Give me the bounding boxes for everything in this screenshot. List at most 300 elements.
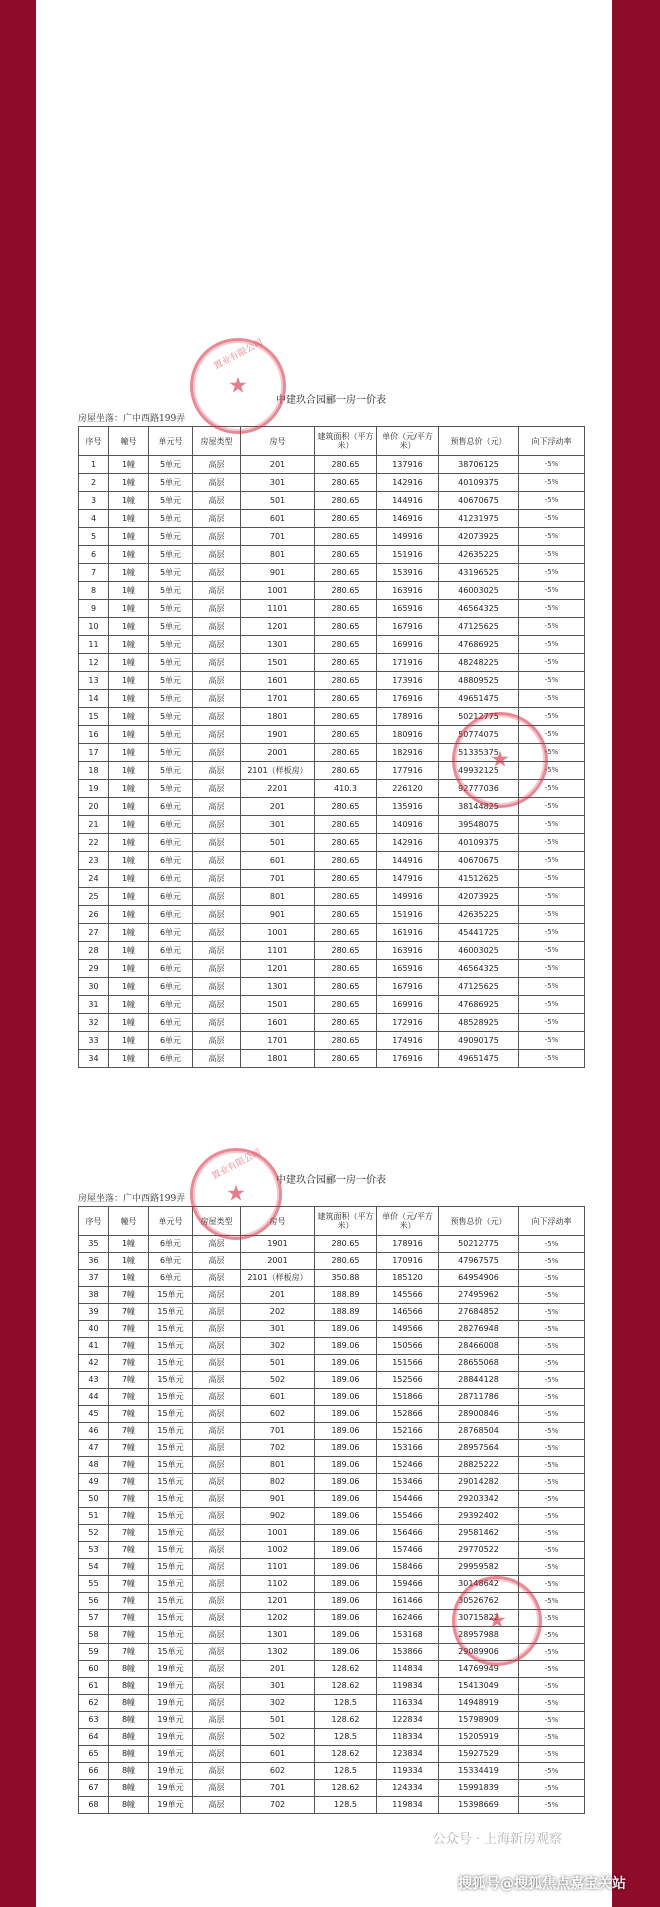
cell-type: 高层 (193, 1355, 241, 1372)
cell-total-price: 47686925 (439, 636, 519, 654)
cell-building: 1幢 (109, 510, 149, 528)
cell-building: 7幢 (109, 1287, 149, 1304)
cell-building: 1幢 (109, 672, 149, 690)
cell-discount-rate: -5% (519, 1372, 585, 1389)
cell-room: 1301 (241, 636, 315, 654)
cell-index: 46 (79, 1423, 109, 1440)
cell-type: 高层 (193, 690, 241, 708)
cell-type: 高层 (193, 1389, 241, 1406)
sheet-title: 中建玖合园郦一房一价表 (276, 395, 386, 406)
cell-unit-price: 173916 (377, 672, 439, 690)
cell-room: 1701 (241, 1032, 315, 1050)
cell-total-price: 27495962 (439, 1287, 519, 1304)
cell-discount-rate: -5% (519, 852, 585, 870)
cell-unit-price: 144916 (377, 852, 439, 870)
cell-discount-rate: -5% (519, 1236, 585, 1253)
cell-room: 1701 (241, 690, 315, 708)
cell-total-price: 40109375 (439, 834, 519, 852)
cell-building: 7幢 (109, 1406, 149, 1423)
cell-unit: 6单元 (149, 888, 193, 906)
cell-area: 280.65 (315, 978, 377, 996)
cell-total-price: 28957564 (439, 1440, 519, 1457)
cell-index: 13 (79, 672, 109, 690)
cell-building: 1幢 (109, 546, 149, 564)
cell-type: 高层 (193, 1474, 241, 1491)
cell-type: 高层 (193, 1780, 241, 1797)
cell-discount-rate: -5% (519, 690, 585, 708)
cell-discount-rate: -5% (519, 996, 585, 1014)
cell-index: 6 (79, 546, 109, 564)
column-header: 单价（元/平方米） (377, 427, 439, 456)
cell-index: 36 (79, 1253, 109, 1270)
cell-index: 54 (79, 1559, 109, 1576)
cell-building: 7幢 (109, 1440, 149, 1457)
cell-unit-price: 144916 (377, 492, 439, 510)
company-seal: 置业有限公司 ★ (190, 338, 286, 434)
cell-discount-rate: -5% (519, 1032, 585, 1050)
cell-area: 280.65 (315, 798, 377, 816)
table-row (79, 1423, 585, 1440)
cell-room: 1301 (241, 978, 315, 996)
cell-room: 2101（样板房） (241, 1270, 315, 1287)
cell-type: 高层 (193, 1423, 241, 1440)
cell-building: 7幢 (109, 1525, 149, 1542)
cell-total-price: 15798909 (439, 1712, 519, 1729)
cell-discount-rate: -5% (519, 780, 585, 798)
cell-index: 41 (79, 1338, 109, 1355)
cell-unit: 5单元 (149, 600, 193, 618)
cell-unit-price: 151866 (377, 1389, 439, 1406)
table-row (79, 942, 585, 960)
cell-type: 高层 (193, 780, 241, 798)
cell-unit-price: 158466 (377, 1559, 439, 1576)
cell-type: 高层 (193, 618, 241, 636)
table-row (79, 1355, 585, 1372)
cell-index: 51 (79, 1508, 109, 1525)
cell-unit: 19单元 (149, 1712, 193, 1729)
cell-index: 26 (79, 906, 109, 924)
cell-area: 280.65 (315, 618, 377, 636)
cell-room: 502 (241, 1372, 315, 1389)
cell-discount-rate: -5% (519, 1389, 585, 1406)
cell-unit-price: 178916 (377, 708, 439, 726)
cell-index: 17 (79, 744, 109, 762)
cell-room: 601 (241, 510, 315, 528)
cell-index: 53 (79, 1542, 109, 1559)
cell-total-price: 29203342 (439, 1491, 519, 1508)
blank-area (72, 0, 648, 360)
cell-unit-price: 167916 (377, 978, 439, 996)
cell-unit: 15单元 (149, 1610, 193, 1627)
cell-area: 189.06 (315, 1627, 377, 1644)
cell-total-price: 29089906 (439, 1644, 519, 1661)
cell-unit: 5单元 (149, 456, 193, 474)
table-row (79, 1712, 585, 1729)
cell-building: 1幢 (109, 690, 149, 708)
cell-area: 280.65 (315, 924, 377, 942)
cell-unit-price: 123834 (377, 1746, 439, 1763)
table-row (79, 672, 585, 690)
cell-total-price: 42073925 (439, 888, 519, 906)
cell-discount-rate: -5% (519, 672, 585, 690)
cell-index: 57 (79, 1610, 109, 1627)
cell-unit-price: 146566 (377, 1304, 439, 1321)
cell-unit-price: 174916 (377, 1032, 439, 1050)
cell-total-price: 47967575 (439, 1253, 519, 1270)
table-row (79, 996, 585, 1014)
cell-room: 1901 (241, 726, 315, 744)
cell-building: 8幢 (109, 1729, 149, 1746)
cell-type: 高层 (193, 1457, 241, 1474)
cell-index: 16 (79, 726, 109, 744)
cell-index: 2 (79, 474, 109, 492)
column-header: 房屋类型 (193, 1207, 241, 1236)
cell-room: 602 (241, 1406, 315, 1423)
cell-total-price: 50212775 (439, 1236, 519, 1253)
cell-unit: 15单元 (149, 1542, 193, 1559)
cell-unit-price: 176916 (377, 690, 439, 708)
cell-unit: 5单元 (149, 654, 193, 672)
cell-discount-rate: -5% (519, 528, 585, 546)
cell-discount-rate: -5% (519, 924, 585, 942)
sheet-address: 房屋坐落：广中西路199弄 (78, 414, 186, 424)
table-row (79, 1576, 585, 1593)
cell-unit: 5单元 (149, 672, 193, 690)
cell-room: 1501 (241, 654, 315, 672)
cell-unit-price: 156466 (377, 1525, 439, 1542)
cell-index: 34 (79, 1050, 109, 1068)
column-header: 房号 (241, 427, 315, 456)
cell-building: 8幢 (109, 1678, 149, 1695)
cell-unit: 19单元 (149, 1695, 193, 1712)
cell-total-price: 43196525 (439, 564, 519, 582)
table-row (79, 834, 585, 852)
cell-building: 7幢 (109, 1644, 149, 1661)
cell-type: 高层 (193, 1440, 241, 1457)
cell-area: 189.06 (315, 1389, 377, 1406)
column-header: 建筑面积（平方米） (315, 1207, 377, 1236)
cell-index: 29 (79, 960, 109, 978)
cell-unit-price: 135916 (377, 798, 439, 816)
cell-index: 9 (79, 600, 109, 618)
cell-unit-price: 153168 (377, 1627, 439, 1644)
watermark-text: 公众号 · 上海新房观察 (432, 1832, 562, 1847)
column-header: 房屋类型 (193, 427, 241, 456)
cell-type: 高层 (193, 798, 241, 816)
cell-area: 189.06 (315, 1610, 377, 1627)
cell-total-price: 46564325 (439, 600, 519, 618)
cell-unit-price: 151916 (377, 906, 439, 924)
cell-area: 280.65 (315, 1253, 377, 1270)
cell-building: 1幢 (109, 798, 149, 816)
cell-unit-price: 140916 (377, 816, 439, 834)
table-row (79, 492, 585, 510)
cell-unit: 15单元 (149, 1355, 193, 1372)
table-row (79, 1474, 585, 1491)
cell-index: 58 (79, 1627, 109, 1644)
cell-unit: 6单元 (149, 1270, 193, 1287)
cell-area: 189.06 (315, 1593, 377, 1610)
cell-discount-rate: -5% (519, 564, 585, 582)
cell-index: 31 (79, 996, 109, 1014)
cell-type: 高层 (193, 978, 241, 996)
table-row (79, 1253, 585, 1270)
cell-unit: 15单元 (149, 1440, 193, 1457)
cell-building: 7幢 (109, 1372, 149, 1389)
cell-total-price: 48528925 (439, 1014, 519, 1032)
cell-discount-rate: -5% (519, 906, 585, 924)
cell-type: 高层 (193, 1542, 241, 1559)
cell-total-price: 40670675 (439, 492, 519, 510)
cell-unit: 5单元 (149, 510, 193, 528)
column-header: 向下浮动率 (519, 1207, 585, 1236)
cell-area: 280.65 (315, 942, 377, 960)
cell-discount-rate: -5% (519, 1014, 585, 1032)
cell-index: 60 (79, 1661, 109, 1678)
table-row (79, 546, 585, 564)
cell-unit-price: 167916 (377, 618, 439, 636)
cell-index: 33 (79, 1032, 109, 1050)
cell-discount-rate: -5% (519, 762, 585, 780)
cell-building: 8幢 (109, 1712, 149, 1729)
cell-room: 1302 (241, 1644, 315, 1661)
cell-discount-rate: -5% (519, 1508, 585, 1525)
cell-total-price: 45441725 (439, 924, 519, 942)
cell-unit: 6单元 (149, 870, 193, 888)
cell-type: 高层 (193, 582, 241, 600)
cell-area: 280.65 (315, 546, 377, 564)
cell-type: 高层 (193, 1712, 241, 1729)
cell-unit: 6单元 (149, 816, 193, 834)
cell-type: 高层 (193, 1661, 241, 1678)
cell-discount-rate: -5% (519, 636, 585, 654)
cell-index: 35 (79, 1236, 109, 1253)
cell-index: 61 (79, 1678, 109, 1695)
column-header: 向下浮动率 (519, 427, 585, 456)
cell-discount-rate: -5% (519, 1678, 585, 1695)
cell-unit: 15单元 (149, 1389, 193, 1406)
cell-unit-price: 153916 (377, 564, 439, 582)
table-row (79, 1763, 585, 1780)
cell-building: 7幢 (109, 1559, 149, 1576)
cell-total-price: 28711786 (439, 1389, 519, 1406)
cell-room: 701 (241, 1780, 315, 1797)
cell-building: 7幢 (109, 1508, 149, 1525)
cell-area: 280.65 (315, 960, 377, 978)
table-row (79, 798, 585, 816)
cell-room: 201 (241, 456, 315, 474)
cell-discount-rate: -5% (519, 1304, 585, 1321)
cell-discount-rate: -5% (519, 1610, 585, 1627)
column-header: 单价（元/平方米） (377, 1207, 439, 1236)
cell-type: 高层 (193, 1746, 241, 1763)
cell-unit: 15单元 (149, 1576, 193, 1593)
cell-unit-price: 145566 (377, 1287, 439, 1304)
cell-total-price: 51335375 (439, 744, 519, 762)
table-row (79, 816, 585, 834)
cell-room: 1001 (241, 924, 315, 942)
cell-index: 10 (79, 618, 109, 636)
cell-index: 4 (79, 510, 109, 528)
table-row (79, 762, 585, 780)
table-row (79, 1406, 585, 1423)
cell-building: 1幢 (109, 978, 149, 996)
cell-type: 高层 (193, 708, 241, 726)
cell-building: 8幢 (109, 1797, 149, 1814)
cell-type: 高层 (193, 1797, 241, 1814)
cell-type: 高层 (193, 816, 241, 834)
cell-unit-price: 182916 (377, 744, 439, 762)
cell-index: 43 (79, 1372, 109, 1389)
cell-building: 7幢 (109, 1474, 149, 1491)
cell-index: 47 (79, 1440, 109, 1457)
price-sheet-2 (78, 1147, 584, 1814)
table-row (79, 1644, 585, 1661)
cell-area: 128.5 (315, 1695, 377, 1712)
cell-unit: 19单元 (149, 1729, 193, 1746)
cell-total-price: 14948919 (439, 1695, 519, 1712)
cell-room: 701 (241, 528, 315, 546)
cell-area: 280.65 (315, 708, 377, 726)
cell-type: 高层 (193, 654, 241, 672)
table-row (79, 1797, 585, 1814)
cell-building: 1幢 (109, 870, 149, 888)
cell-index: 48 (79, 1457, 109, 1474)
table-row (79, 1678, 585, 1695)
cell-building: 1幢 (109, 1270, 149, 1287)
cell-room: 801 (241, 546, 315, 564)
cell-type: 高层 (193, 924, 241, 942)
cell-room: 901 (241, 906, 315, 924)
cell-discount-rate: -5% (519, 456, 585, 474)
cell-total-price: 41231975 (439, 510, 519, 528)
cell-total-price: 15413049 (439, 1678, 519, 1695)
cell-unit-price: 177916 (377, 762, 439, 780)
cell-total-price: 41512625 (439, 870, 519, 888)
table-body (79, 456, 585, 1068)
cell-total-price: 28957988 (439, 1627, 519, 1644)
cell-type: 高层 (193, 1678, 241, 1695)
cell-building: 7幢 (109, 1627, 149, 1644)
price-table-1 (78, 426, 585, 1068)
cell-room: 901 (241, 564, 315, 582)
cell-index: 45 (79, 1406, 109, 1423)
cell-unit: 15单元 (149, 1508, 193, 1525)
cell-unit-price: 137916 (377, 456, 439, 474)
cell-type: 高层 (193, 906, 241, 924)
cell-area: 189.06 (315, 1440, 377, 1457)
cell-type: 高层 (193, 1763, 241, 1780)
cell-unit: 19单元 (149, 1780, 193, 1797)
cell-building: 1幢 (109, 1236, 149, 1253)
cell-unit: 15单元 (149, 1474, 193, 1491)
table-row (79, 708, 585, 726)
cell-unit: 15单元 (149, 1627, 193, 1644)
column-header: 序号 (79, 427, 109, 456)
cell-area: 280.65 (315, 1014, 377, 1032)
column-header: 幢号 (109, 427, 149, 456)
table-row (79, 1695, 585, 1712)
cell-unit-price: 153866 (377, 1644, 439, 1661)
cell-building: 1幢 (109, 996, 149, 1014)
cell-type: 高层 (193, 1236, 241, 1253)
cell-area: 410.3 (315, 780, 377, 798)
cell-index: 37 (79, 1270, 109, 1287)
cell-building: 1幢 (109, 780, 149, 798)
cell-area: 280.65 (315, 906, 377, 924)
cell-total-price: 27684852 (439, 1304, 519, 1321)
cell-area: 280.65 (315, 816, 377, 834)
cell-area: 188.89 (315, 1304, 377, 1321)
cell-unit: 15单元 (149, 1338, 193, 1355)
table-header-row (79, 1207, 585, 1236)
cell-index: 12 (79, 654, 109, 672)
cell-total-price: 29392402 (439, 1508, 519, 1525)
cell-index: 14 (79, 690, 109, 708)
cell-building: 1幢 (109, 600, 149, 618)
cell-unit-price: 119334 (377, 1763, 439, 1780)
cell-area: 128.5 (315, 1763, 377, 1780)
table-row (79, 636, 585, 654)
cell-discount-rate: -5% (519, 582, 585, 600)
cell-total-price: 47125625 (439, 618, 519, 636)
column-header: 预售总价（元） (439, 427, 519, 456)
cell-index: 38 (79, 1287, 109, 1304)
cell-total-price: 15334419 (439, 1763, 519, 1780)
cell-total-price: 50774075 (439, 726, 519, 744)
cell-type: 高层 (193, 1559, 241, 1576)
cell-area: 280.65 (315, 582, 377, 600)
cell-building: 1幢 (109, 906, 149, 924)
cell-building: 7幢 (109, 1355, 149, 1372)
cell-index: 30 (79, 978, 109, 996)
cell-type: 高层 (193, 528, 241, 546)
cell-room: 302 (241, 1695, 315, 1712)
cell-total-price: 49651475 (439, 1050, 519, 1068)
cell-unit-price: 152866 (377, 1406, 439, 1423)
cell-unit-price: 149566 (377, 1321, 439, 1338)
cell-unit-price: 146916 (377, 510, 439, 528)
table-row (79, 744, 585, 762)
cell-unit-price: 161466 (377, 1593, 439, 1610)
cell-building: 1幢 (109, 852, 149, 870)
company-seal: ★ (452, 1576, 542, 1666)
cell-type: 高层 (193, 744, 241, 762)
cell-room: 1201 (241, 618, 315, 636)
cell-total-price: 64954906 (439, 1270, 519, 1287)
table-row (79, 780, 585, 798)
cell-total-price: 49932125 (439, 762, 519, 780)
cell-unit-price: 154466 (377, 1491, 439, 1508)
cell-area: 189.06 (315, 1508, 377, 1525)
cell-unit-price: 161916 (377, 924, 439, 942)
price-sheet-1 (78, 337, 584, 1068)
cell-unit: 15单元 (149, 1644, 193, 1661)
cell-index: 3 (79, 492, 109, 510)
column-header: 预售总价（元） (439, 1207, 519, 1236)
cell-index: 19 (79, 780, 109, 798)
cell-unit-price: 142916 (377, 834, 439, 852)
cell-unit: 5单元 (149, 528, 193, 546)
cell-building: 1幢 (109, 636, 149, 654)
cell-total-price: 38144825 (439, 798, 519, 816)
cell-building: 1幢 (109, 528, 149, 546)
cell-unit-price: 171916 (377, 654, 439, 672)
cell-total-price: 29014282 (439, 1474, 519, 1491)
cell-unit: 5单元 (149, 582, 193, 600)
table-row (79, 726, 585, 744)
column-header: 单元号 (149, 427, 193, 456)
